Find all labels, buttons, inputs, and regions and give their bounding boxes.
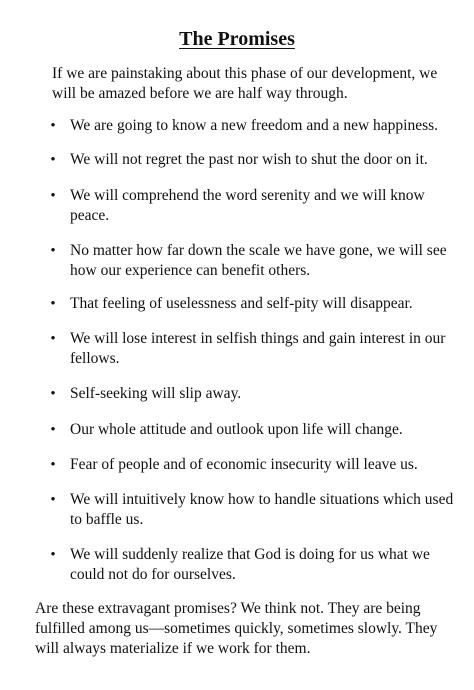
promise-text: We are going to know a new freedom and a new happiness. <box>70 117 439 134</box>
promise-text: We will comprehend the word serenity and we will know peace. <box>70 187 425 224</box>
bullet-icon: • <box>50 422 56 438</box>
promise-text: We will suddenly realize that God is doing for us what we could not do for ourselves. <box>70 546 430 583</box>
promise-text: Self-seeking will slip away. <box>70 385 242 402</box>
promise-text: We will intuitively know how to handle situations which used to baffle us. <box>70 491 454 528</box>
page-title: The Promises <box>179 28 295 50</box>
bullet-icon: • <box>50 386 56 402</box>
promise-text: No matter how far down the scale we have gone, we will see how our experience can benefit others. <box>70 242 447 279</box>
bullet-icon: • <box>50 152 56 168</box>
bullet-icon: • <box>50 457 56 473</box>
bullet-icon: • <box>50 547 56 563</box>
bullet-icon: • <box>50 243 56 259</box>
promise-text: We will lose interest in selfish things and gain interest in our fellows. <box>70 330 446 367</box>
bullet-icon: • <box>50 296 56 312</box>
bullet-icon: • <box>50 331 56 347</box>
bullet-icon: • <box>50 118 56 134</box>
promise-text: We will not regret the past nor wish to shut the door on it. <box>70 151 428 168</box>
promise-text: Our whole attitude and outlook upon life will change. <box>70 421 403 438</box>
closing-paragraph: Are these extravagant promises? We think not. They are being fulfilled among us—sometimes quickly, sometimes slowly. They will always materialize if we work for them. <box>35 600 438 657</box>
intro-paragraph: If we are painstaking about this phase of our development, we will be amazed before we are half way through. <box>52 65 438 102</box>
bullet-icon: • <box>50 492 56 508</box>
promise-text: That feeling of uselessness and self-pity will disappear. <box>70 295 413 312</box>
bullet-icon: • <box>50 188 56 204</box>
promise-text: Fear of people and of economic insecurity will leave us. <box>70 456 418 473</box>
